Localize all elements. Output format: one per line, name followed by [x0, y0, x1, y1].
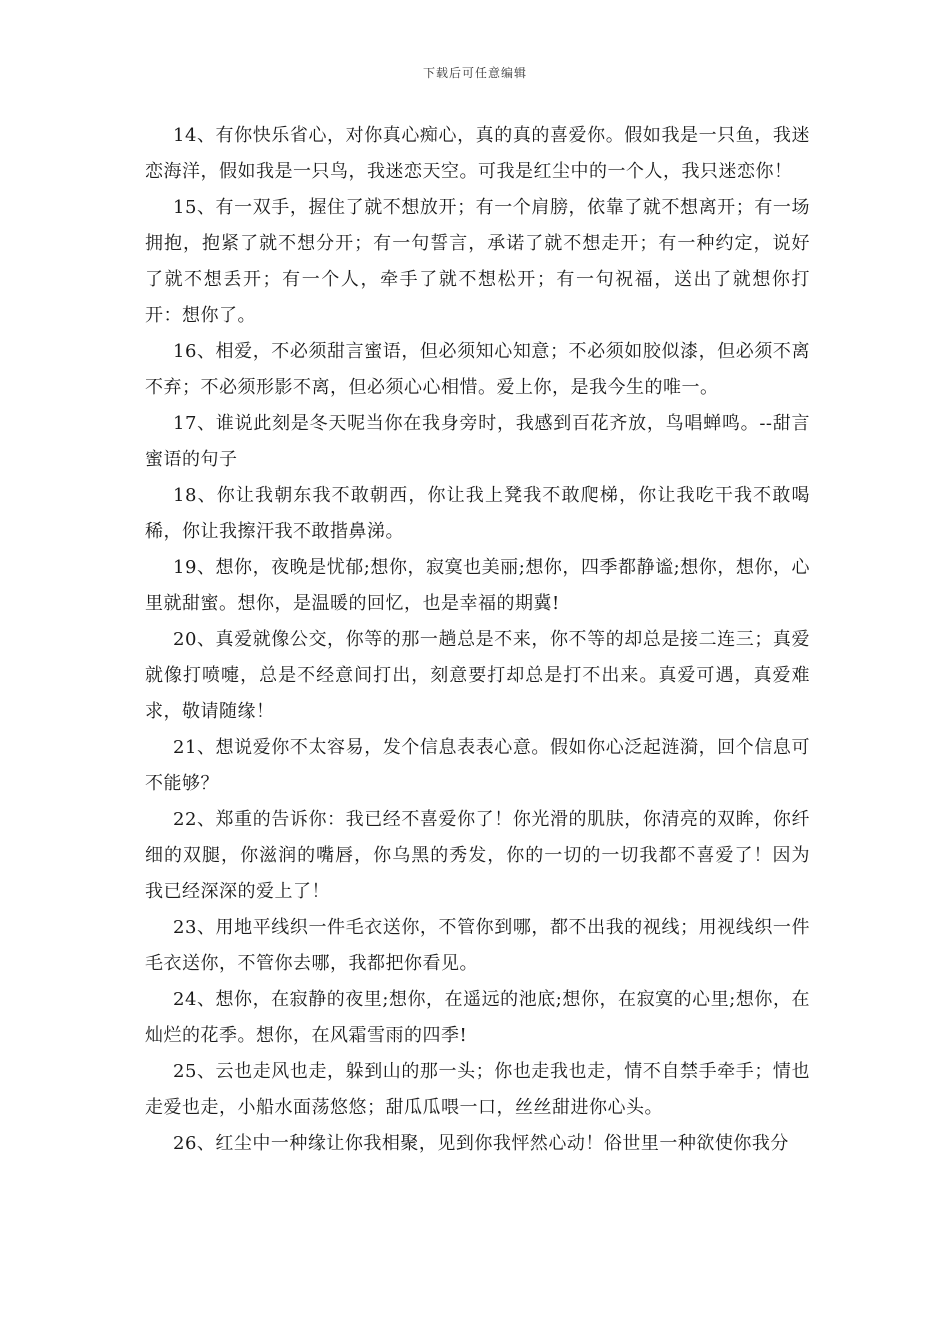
- paragraph-17: 17、谁说此刻是冬天呢当你在我身旁时，我感到百花齐放，鸟唱蝉鸣。--甜言蜜语的句子: [145, 413, 810, 470]
- paragraph-15: 15、有一双手，握住了就不想放开；有一个肩膀，依靠了就不想离开；有一场拥抱，抱紧了就不想分开；有一句誓言，承诺了就不想走开；有一种约定，说好了就不想丢开；有一个人，牵手了就不想松开；有一句祝福，送出了就想你打开：想你了。: [145, 197, 810, 326]
- paragraph-16: 16、相爱，不必须甜言蜜语，但必须知心知意；不必须如胶似漆，但必须不离不弃；不必须形影不离，但必须心心相惜。爱上你，是我今生的唯一。: [145, 341, 810, 398]
- paragraph-14: 14、有你快乐省心，对你真心痴心，真的真的喜爱你。假如我是一只鱼，我迷恋海洋，假如我是一只鸟，我迷恋天空。可我是红尘中的一个人，我只迷恋你！: [145, 125, 810, 182]
- paragraph-20: 20、真爱就像公交，你等的那一趟总是不来，你不等的却总是接二连三；真爱就像打喷嚏，总是不经意间打出，刻意要打却总是打不出来。真爱可遇，真爱难求，敬请随缘！: [145, 629, 810, 722]
- paragraph-24: 24、想你，在寂静的夜里;想你，在遥远的池底;想你，在寂寞的心里;想你，在灿烂的花季。想你，在风霜雪雨的四季!: [145, 989, 810, 1046]
- paragraph-19: 19、想你，夜晚是忧郁;想你，寂寞也美丽;想你，四季都静谧;想你，想你，心里就甜蜜。想你，是温暖的回忆，也是幸福的期冀!: [145, 557, 810, 614]
- paragraph-21: 21、想说爱你不太容易，发个信息表表心意。假如你心泛起涟漪，回个信息可不能够？: [145, 737, 810, 794]
- paragraph-23: 23、用地平线织一件毛衣送你，不管你到哪，都不出我的视线；用视线织一件毛衣送你，不管你去哪，我都把你看见。: [145, 917, 810, 974]
- paragraph-25: 25、云也走风也走，躲到山的那一头；你也走我也走，情不自禁手牵手；情也走爱也走，小船水面荡悠悠；甜瓜瓜喂一口，丝丝甜进你心头。: [145, 1061, 810, 1118]
- document-body: [145, 118, 810, 1162]
- paragraph-18: 18、你让我朝东我不敢朝西，你让我上凳我不敢爬梯，你让我吃干我不敢喝稀，你让我擦汗我不敢揩鼻涕。: [145, 485, 810, 542]
- paragraph-22: 22、郑重的告诉你：我已经不喜爱你了！你光滑的肌肤，你清亮的双眸，你纤细的双腿，你滋润的嘴唇，你乌黑的秀发，你的一切的一切我都不喜爱了！因为我已经深深的爱上了！: [145, 809, 810, 902]
- page-header: 下载后可任意编辑: [422, 66, 527, 80]
- paragraph-26: 26、红尘中一种缘让你我相聚，见到你我怦然心动！俗世里一种欲使你我分: [173, 1133, 789, 1154]
